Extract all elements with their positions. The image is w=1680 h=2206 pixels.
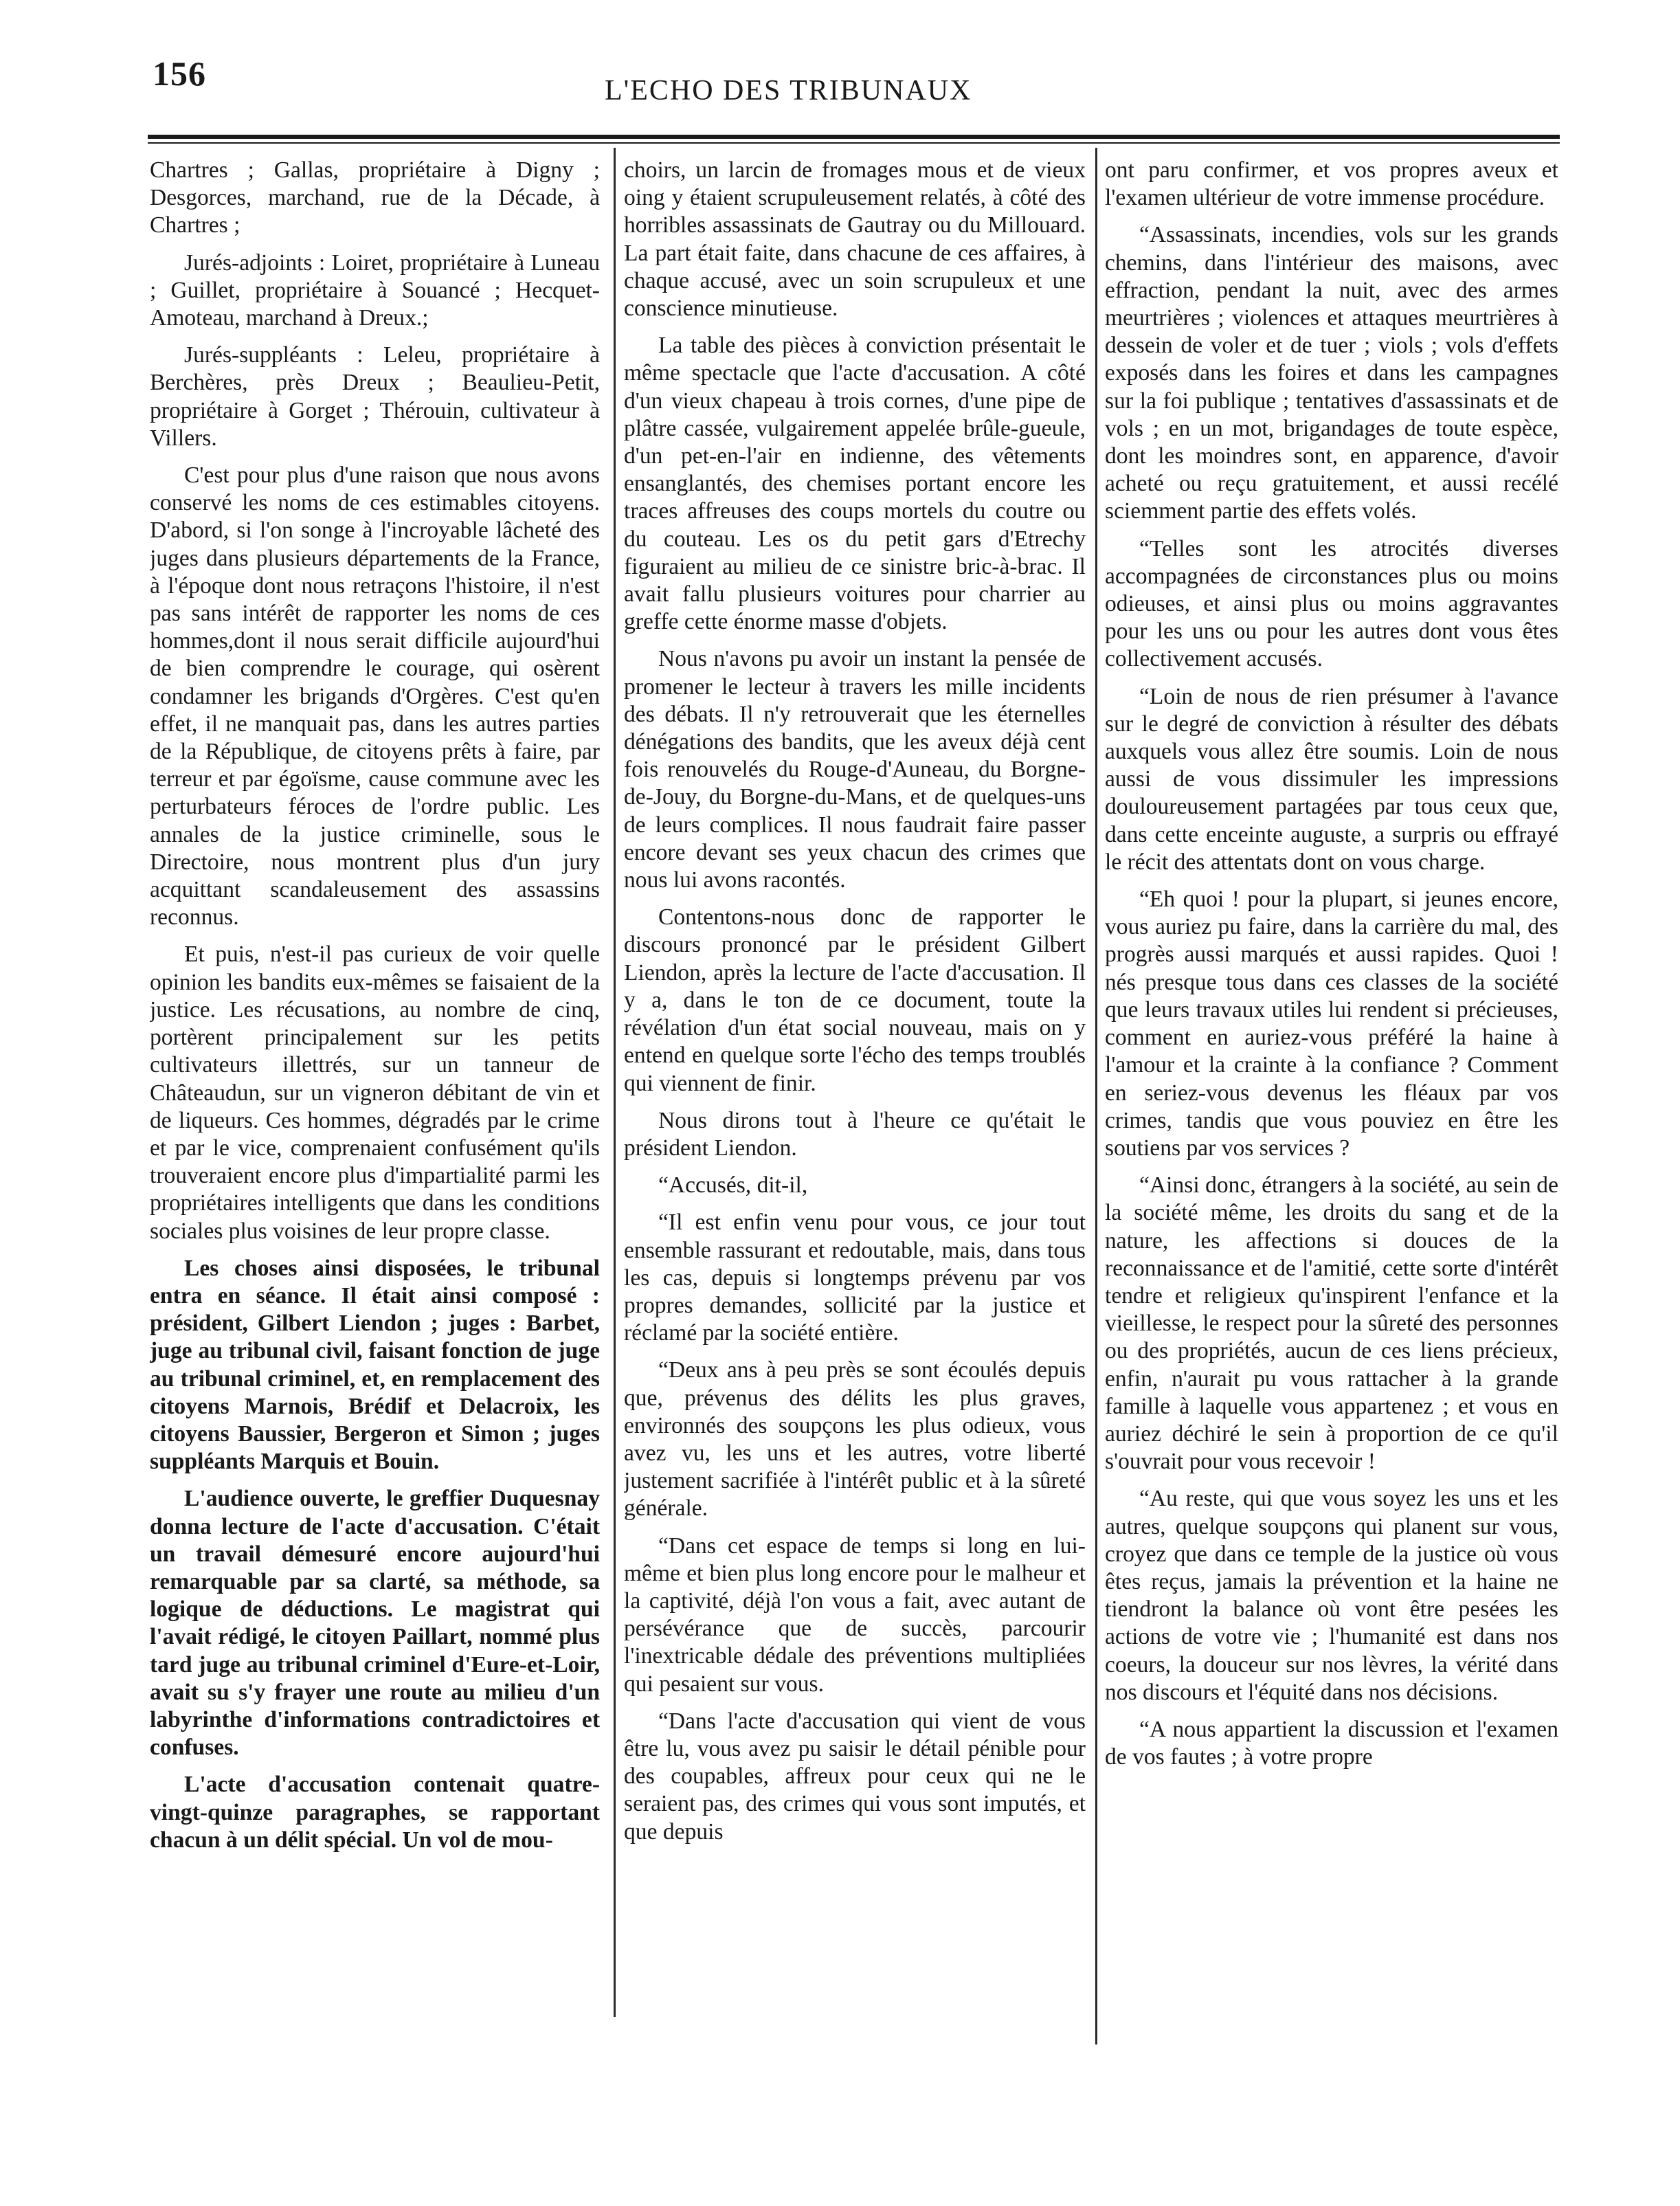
paragraph: Jurés-suppléants : Leleu, propriétaire à Berchères, près Dreux ; Beaulieu-Petit, propriétaire à Gorget ; Thérouin, cultivateur à Villers. bbox=[150, 342, 600, 451]
paragraph: Nous dirons tout à l'heure ce qu'était le président Liendon. bbox=[624, 1107, 1086, 1161]
paragraph: “Dans l'acte d'accusation qui vient de vous être lu, vous avez pu saisir le détail pénible pour des coupables, affreux pour ceux qui ne le seraient pas, des crimes qui vous sont imputés, et que depuis bbox=[624, 1708, 1086, 1845]
paragraph: “Ainsi donc, étrangers à la société, au sein de la société même, les droits du sang et de la nature, les affections si douces de la reconnaissance et de l'amitié, cette sorte d'intérêt tendre et religieux qu'inspirent l'enfance et la vieillesse, le respect pour la sûreté des personnes ou des propriétés, aucun de ces liens précieux, enfin, n'aurait pu vous rattacher à la grande famille à laquelle vous appartenez ; et vous en auriez déchiré le sein à proportion de ce qu'il s'ouvrait pour vous recevoir ! bbox=[1105, 1172, 1558, 1475]
text-column-1 bbox=[150, 157, 600, 2053]
paragraph: “A nous appartient la discussion et l'examen de vos fautes ; à votre propre bbox=[1105, 1716, 1558, 1770]
paragraph: “Dans cet espace de temps si long en lui-même et bien plus long encore pour le malheur et la captivité, déjà l'on vous a fait, avec autant de persévérance que de succès, parcourir l'inextricable dédale des préventions multipliées qui pesaient sur vous. bbox=[624, 1533, 1086, 1697]
paragraph: ont paru confirmer, et vos propres aveux et l'examen ultérieur de votre immense procédure. bbox=[1105, 157, 1558, 211]
paragraph: Nous n'avons pu avoir un instant la pensée de promener le lecteur à travers les mille incidents des débats. Il n'y retrouverait que les éternelles dénégations des bandits, que les aveux déjà cent fois renouvelés du Rouge-d'Auneau, du Borgne-de-Jouy, du Borgne-du-Mans, et de quelques-uns de leurs complices. Il nous faudrait faire passer encore devant ses yeux chacun des crimes que nous lui avons racontés. bbox=[624, 646, 1086, 893]
header-rule-thin bbox=[148, 142, 1560, 144]
header-rule-thick bbox=[148, 135, 1560, 139]
running-title: L'ECHO DES TRIBUNAUX bbox=[605, 75, 972, 107]
paragraph: Jurés-adjoints : Loiret, propriétaire à Luneau ; Guillet, propriétaire à Souancé ; Hecquet-Amoteau, marchand à Dreux.; bbox=[150, 249, 600, 331]
page-number: 156 bbox=[153, 54, 206, 93]
paragraph: “Eh quoi ! pour la plupart, si jeunes encore, vous auriez pu faire, dans la carrière du mal, des progrès aussi marqués et aussi rapides. Quoi ! nés presque tous dans ces classes de la société que leurs travaux utiles lui rendent si précieuses, comment en auriez-vous préféré la haine à l'amour et la crainte à la confiance ? Comment en seriez-vous devenus les fléaux par vos crimes, tandis que vous pouviez en être les soutiens par vos services ? bbox=[1105, 887, 1558, 1161]
paragraph: C'est pour plus d'une raison que nous avons conservé les noms de ces estimables citoyens. D'abord, si l'on songe à l'incroyable lâcheté des juges dans plusieurs départements de la France, à l'époque dont nous retraçons l'histoire, il n'est pas sans intérêt de rapporter les noms de ces hommes,dont il nous serait difficile aujourd'hui de bien comprendre le courage, qui osèrent condamner les brigands d'Orgères. C'est qu'en effet, il ne manquait pas, dans les autres parties de la République, de citoyens prêts à faire, par terreur et par égoïsme, cause commune avec les perturbateurs féroces de l'ordre public. Les annales de la justice criminelle, sous le Directoire, nous montrent plus d'un jury acquittant scandaleusement des assassins reconnus. bbox=[150, 463, 600, 931]
column-divider-1 bbox=[614, 148, 616, 2017]
paragraph: “Loin de nous de rien présumer à l'avance sur le degré de conviction à résulter des débats auxquels vous allez être soumis. Loin de nous aussi de vous dissimuler les impressions douloureusement partagées par tous ceux que, dans cette enceinte auguste, a surpris ou effrayé le récit des attentats dont on vous charge. bbox=[1105, 683, 1558, 875]
paragraph: La table des pièces à conviction présentait le même spectacle que l'acte d'accusation. A côté d'un vieux chapeau à trois cornes, d'une pipe de plâtre cassée, vulgairement appelée brûle-gueule, d'un pet-en-l'air en indienne, des vêtements ensanglantés, des chemises portant encore les traces affreuses des coups mortels du coutre ou du couteau. Les os du petit gars d'Etrechy figuraient au milieu de ce sinistre bric-à-brac. Il avait fallu plusieurs voitures pour charrier au greffe cette énorme masse d'objets. bbox=[624, 333, 1086, 635]
paragraph: L'audience ouverte, le greffier Duquesnay donna lecture de l'acte d'accusation. C'était un travail démesuré encore aujourd'hui remarquable par sa clarté, sa méthode, sa logique de déductions. Le magistrat qui l'avait rédigé, le citoyen Paillart, nommé plus tard juge au tribunal criminel d'Eure-et-Loir, avait su s'y frayer une route au milieu d'un labyrinthe d'informations contradictoires et confuses. bbox=[150, 1486, 600, 1761]
paragraph: “Deux ans à peu près se sont écoulés depuis que, prévenus des délits les plus graves, environnés des soupçons les plus odieux, vous avez vu, les uns et les autres, votre liberté justement sacrifiée à l'intérêt public et à la sûreté générale. bbox=[624, 1357, 1086, 1522]
text-column-3 bbox=[1105, 157, 1558, 2053]
paragraph: “Accusés, dit-il, bbox=[658, 1172, 808, 1199]
paragraph: Et puis, n'est-il pas curieux de voir quelle opinion les bandits eux-mêmes se faisaient de la justice. Les récusations, au nombre de cinq, portèrent principalement sur les petits cultivateurs illettrés, sur un tanneur de Châteaudun, sur un vigneron débitant de vin et de liqueurs. Ces hommes, dégradés par le crime et par le vice, comprenaient confusément qu'ils trouveraient encore plus d'impartialité parmi les propriétaires intelligents que dans les conditions sociales plus voisines de leur propre classe. bbox=[150, 942, 600, 1244]
column-divider-2 bbox=[1095, 148, 1097, 2045]
text-column-2 bbox=[624, 157, 1086, 2053]
paragraph: “Assassinats, incendies, vols sur les grands chemins, dans l'intérieur des maisons, avec effraction, pendant la nuit, avec des armes meurtrières ; violences et attaques meurtrières à dessein de voler et de tuer ; viols ; vols d'effets exposés dans les foires et dans les campagnes sur la foi publique ; tentatives d'assassinats et de vols ; en un mot, brigandages de toute espèce, dont les moindres sont, en apparence, d'avoir acheté ou reçu gratuitement, et aussi recélé sciemment partie des effets volés. bbox=[1105, 222, 1558, 524]
paragraph: choirs, un larcin de fromages mous et de vieux oing y étaient scrupuleusement relatés, à côté des horribles assassinats de Gautray ou du Millouard. La part était faite, dans chacune de ces affaires, à chaque accusé, avec un soin scrupuleux et une conscience minutieuse. bbox=[624, 157, 1086, 322]
paragraph: Contentons-nous donc de rapporter le discours prononcé par le président Gilbert Liendon, après la lecture de l'acte d'accusation. Il y a, dans le ton de ce document, toute la révélation d'un état social nouveau, mais on y entend en quelque sorte l'écho des temps troublés qui viennent de finir. bbox=[624, 904, 1086, 1096]
paragraph: “Au reste, qui que vous soyez les uns et les autres, quelque soupçons qui planent sur vous, croyez que dans ce temple de la justice où vous êtes reçus, jamais la prévention et la haine ne tiendront la balance où vont être pesées les actions de votre vie ; l'humanité est dans nos coeurs, la douceur sur nos lèvres, la vérité dans nos discours et l'équité dans nos décisions. bbox=[1105, 1486, 1558, 1705]
paragraph: “Telles sont les atrocités diverses accompagnées de circonstances plus ou moins odieuses, et ainsi plus ou moins aggravantes pour les uns ou pour les autres dont vous êtes collectivement accusés. bbox=[1105, 535, 1558, 672]
paragraph: L'acte d'accusation contenait quatre-vingt-quinze paragraphes, se rapportant chacun à un délit spécial. Un vol de mou- bbox=[150, 1772, 600, 1853]
paragraph: Chartres ; Gallas, propriétaire à Digny ; Desgorces, marchand, rue de la Décade, à Chartres ; bbox=[150, 157, 600, 238]
paragraph: “Il est enfin venu pour vous, ce jour tout ensemble rassurant et redoutable, mais, dans tous les cas, depuis si longtemps prévenu par vos propres demandes, sollicité par la justice et réclamé par la société entière. bbox=[624, 1210, 1086, 1346]
paragraph: Les choses ainsi disposées, le tribunal entra en séance. Il était ainsi composé : président, Gilbert Liendon ; juges : Barbet, juge au tribunal civil, faisant fonction de juge au tribunal criminel, et, en remplacement des citoyens Marnois, Brédif et Delacroix, les citoyens Baussier, Bergeron et Simon ; juges suppléants Marquis et Bouin. bbox=[150, 1255, 600, 1475]
